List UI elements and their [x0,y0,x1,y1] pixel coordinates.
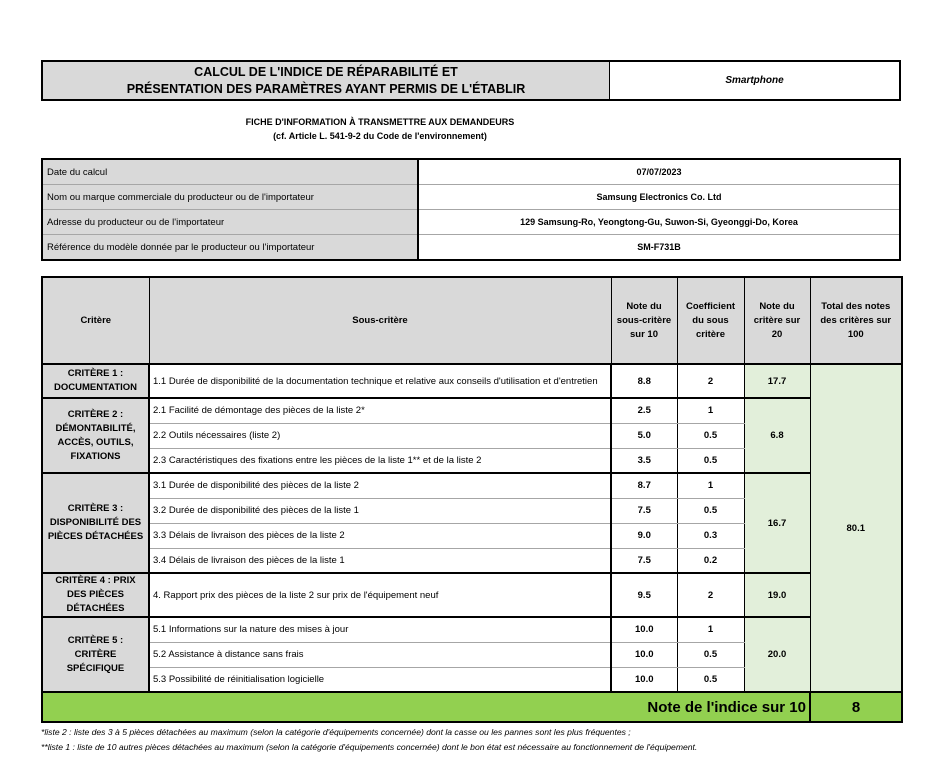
header-critere: Critère [42,277,149,364]
subcriterion-label: 3.1 Durée de disponibilité des pièces de la liste 2 [149,473,611,498]
subcriterion-coef: 0.3 [677,523,744,548]
table-row [42,473,902,498]
subcriterion-coef: 1 [677,398,744,423]
info-value: 129 Samsung-Ro, Yeongtong-Gu, Suwon-Si, Gyeonggi-Do, Korea [418,210,900,235]
final-score-label: Note de l'indice sur 10 [42,692,810,722]
criterion-4-note20: 19.0 [744,573,810,617]
info-value: SM-F731B [418,235,900,261]
subcriterion-coef: 0.2 [677,548,744,573]
info-label: Date du calcul [42,159,418,185]
subcriterion-label: 1.1 Durée de disponibilité de la documentation technique et relative aux conseils d'utilisation et d'entretien [149,364,611,398]
subcriterion-label: 2.3 Caractéristiques des fixations entre les pièces de la liste 1** et de la liste 2 [149,448,611,473]
header-total: Total des notes des critères sur 100 [810,277,902,364]
criterion-2-name: CRITÈRE 2 : DÉMONTABILITÉ, ACCÈS, OUTILS, FIXATIONS [42,398,149,473]
subcriterion-note: 8.8 [611,364,677,398]
fiche-line-1: FICHE D'INFORMATION À TRANSMETTRE AUX DEMANDEURS [245,117,515,127]
table-row [42,364,902,398]
header-note20: Note du critère sur 20 [744,277,810,364]
info-value: 07/07/2023 [418,159,900,185]
document-title [41,60,611,101]
subcriterion-label: 5.3 Possibilité de réinitialisation logicielle [149,667,611,692]
info-label: Référence du modèle donnée par le producteur ou l'importateur [42,235,418,261]
subcriterion-label: 4. Rapport prix des pièces de la liste 2 sur prix de l'équipement neuf [149,573,611,617]
subcriterion-label: 5.2 Assistance à distance sans frais [149,642,611,667]
subcriterion-coef: 0.5 [677,423,744,448]
info-row-address [42,210,900,235]
subcriterion-label: 2.2 Outils nécessaires (liste 2) [149,423,611,448]
subcriterion-note: 5.0 [611,423,677,448]
subcriterion-note: 7.5 [611,548,677,573]
footnote-liste-2: *liste 2 : liste des 3 à 5 pièces détachées au maximum (selon la catégorie d'équipements concernée) dont la casse ou les pannes sont les plus fréquentes ; [41,727,631,737]
subcriterion-note: 10.0 [611,617,677,642]
subcriterion-note: 8.7 [611,473,677,498]
subcriterion-coef: 0.5 [677,448,744,473]
criterion-4-name: CRITÈRE 4 : PRIX DES PIÈCES DÉTACHÉES [42,573,149,617]
criterion-5-name: CRITÈRE 5 : CRITÈRE SPÉCIFIQUE [42,617,149,692]
subcriterion-coef: 1 [677,473,744,498]
info-label: Adresse du producteur ou de l'importateur [42,210,418,235]
criterion-5-note20: 20.0 [744,617,810,692]
header-coef: Coefficient du sous critère [677,277,744,364]
table-row [42,617,902,642]
fiche-heading [190,115,570,143]
info-value: Samsung Electronics Co. Ltd [418,185,900,210]
subcriterion-note: 9.5 [611,573,677,617]
subcriterion-label: 3.4 Délais de livraison des pièces de la liste 1 [149,548,611,573]
final-score-value: 8 [810,692,902,722]
subcriterion-note: 7.5 [611,498,677,523]
subcriterion-note: 3.5 [611,448,677,473]
title-line-1: CALCUL DE L'INDICE DE RÉPARABILITÉ ET [194,64,458,79]
info-row-name [42,185,900,210]
info-row-date [42,159,900,185]
subcriterion-label: 5.1 Informations sur la nature des mises à jour [149,617,611,642]
criterion-3-note20: 16.7 [744,473,810,573]
subcriterion-coef: 0.5 [677,667,744,692]
subcriterion-coef: 1 [677,617,744,642]
subcriterion-coef: 0.5 [677,642,744,667]
table-row [42,398,902,423]
device-type: Smartphone [609,60,901,101]
criterion-2-note20: 6.8 [744,398,810,473]
footnote-liste-1: **liste 1 : liste de 10 autres pièces détachées au maximum (selon la catégorie d'équipements concernée) dont le bon état est nécessaire au fonctionnement de l'équipement. [41,742,698,752]
subcriterion-label: 3.3 Délais de livraison des pièces de la liste 2 [149,523,611,548]
subcriterion-note: 10.0 [611,667,677,692]
subcriterion-coef: 2 [677,364,744,398]
fiche-line-2: (cf. Article L. 541-9-2 du Code de l'environnement) [273,131,487,141]
criterion-1-note20: 17.7 [744,364,810,398]
subcriterion-label: 3.2 Durée de disponibilité des pièces de la liste 1 [149,498,611,523]
info-table [41,158,901,261]
header-sous-critere: Sous-critère [149,277,611,364]
subcriterion-coef: 2 [677,573,744,617]
title-line-2: PRÉSENTATION DES PARAMÈTRES AYANT PERMIS DE L'ÉTABLIR [126,81,526,96]
subcriterion-note: 2.5 [611,398,677,423]
scoring-table [41,276,903,723]
header-note10: Note du sous-critère sur 10 [611,277,677,364]
subcriterion-note: 10.0 [611,642,677,667]
info-label: Nom ou marque commerciale du producteur ou de l'importateur [42,185,418,210]
table-header-row [42,277,902,364]
final-score-row [42,692,902,722]
subcriterion-label: 2.1 Facilité de démontage des pièces de la liste 2* [149,398,611,423]
subcriterion-coef: 0.5 [677,498,744,523]
criterion-1-name: CRITÈRE 1 : DOCUMENTATION [42,364,149,398]
total-100: 80.1 [810,364,902,692]
criterion-3-name: CRITÈRE 3 : DISPONIBILITÉ DES PIÈCES DÉTACHÉES [42,473,149,573]
info-row-model [42,235,900,261]
table-row [42,573,902,617]
subcriterion-note: 9.0 [611,523,677,548]
